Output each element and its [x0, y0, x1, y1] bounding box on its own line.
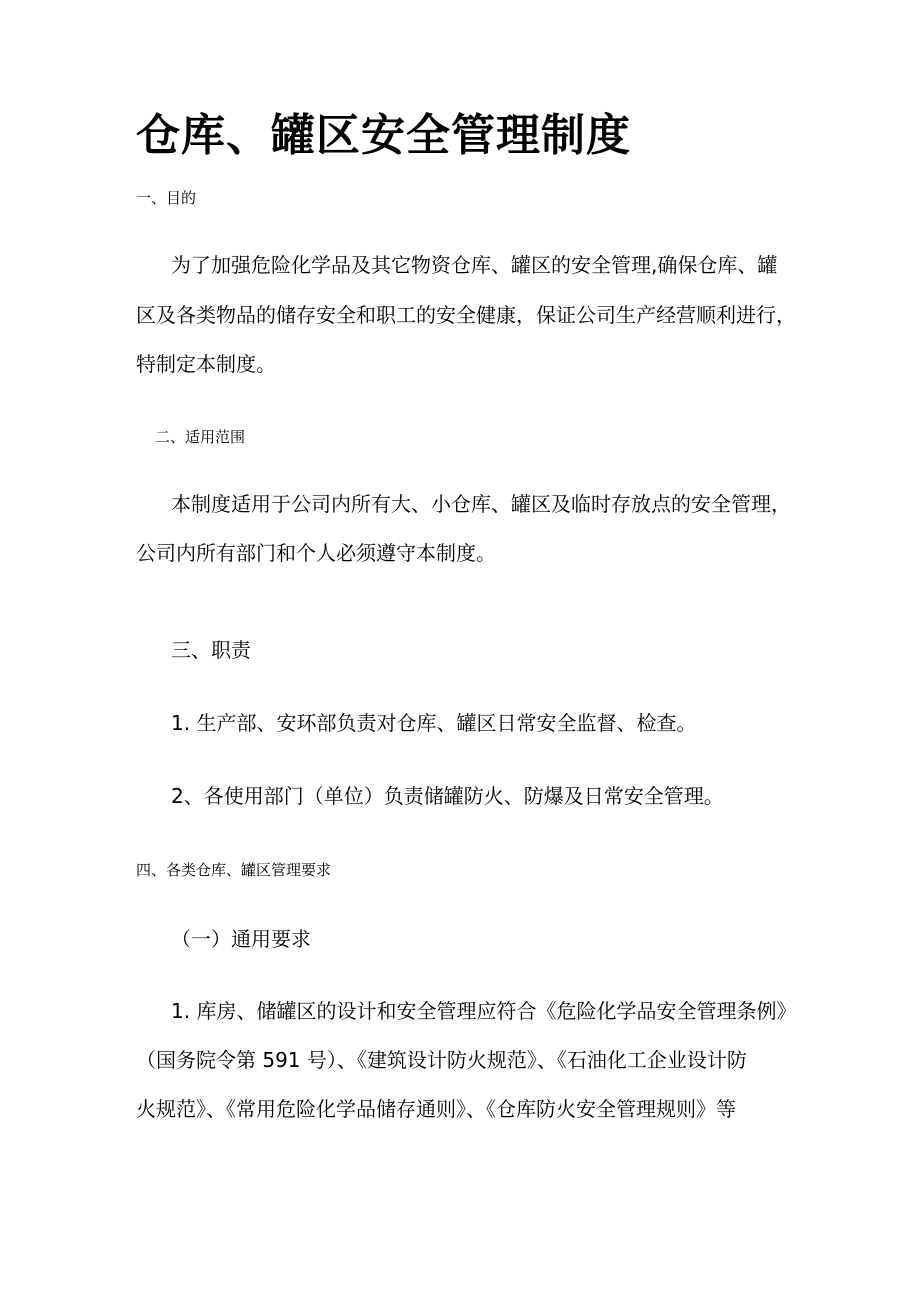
- paragraph-line: 火规范》、《常用危险化学品储存通则》、《仓库防火安全管理规则》等: [136, 1097, 736, 1121]
- subsection-heading-general: （一）通用要求: [171, 927, 311, 951]
- paragraph-line: 公司内所有部门和个人必须遵守本制度。: [136, 541, 496, 565]
- paragraph-line: 本制度适用于公司内所有大、小仓库、罐区及临时存放点的安全管理，: [171, 492, 791, 516]
- list-item: 2、各使用部门（单位）负责储罐防火、防爆及日常安全管理。: [171, 784, 724, 808]
- paragraph-line: 区及各类物品的储存安全和职工的安全健康，保证公司生产经营顺利进行，: [136, 303, 796, 327]
- list-item: 1. 生产部、安环部负责对仓库、罐区日常安全监督、检查。: [171, 711, 697, 735]
- paragraph-line: 特制定本制度。: [136, 352, 276, 376]
- section-heading-requirements: 四、各类仓库、罐区管理要求: [136, 861, 332, 879]
- document-title: 仓库、罐区安全管理制度: [136, 110, 631, 161]
- section-heading-purpose: 一、目的: [136, 189, 197, 207]
- paragraph-line: 1. 库房、储罐区的设计和安全管理应符合《危险化学品安全管理条例》: [171, 999, 797, 1023]
- paragraph-line: （国务院令第 591 号）、《建筑设计防火规范》、《石油化工企业设计防: [136, 1048, 747, 1072]
- section-heading-scope: 二、适用范围: [155, 428, 246, 446]
- paragraph-line: 为了加强危险化学品及其它物资仓库、罐区的安全管理,确保仓库、罐: [171, 253, 778, 277]
- section-heading-duties: 三、职责: [171, 638, 251, 662]
